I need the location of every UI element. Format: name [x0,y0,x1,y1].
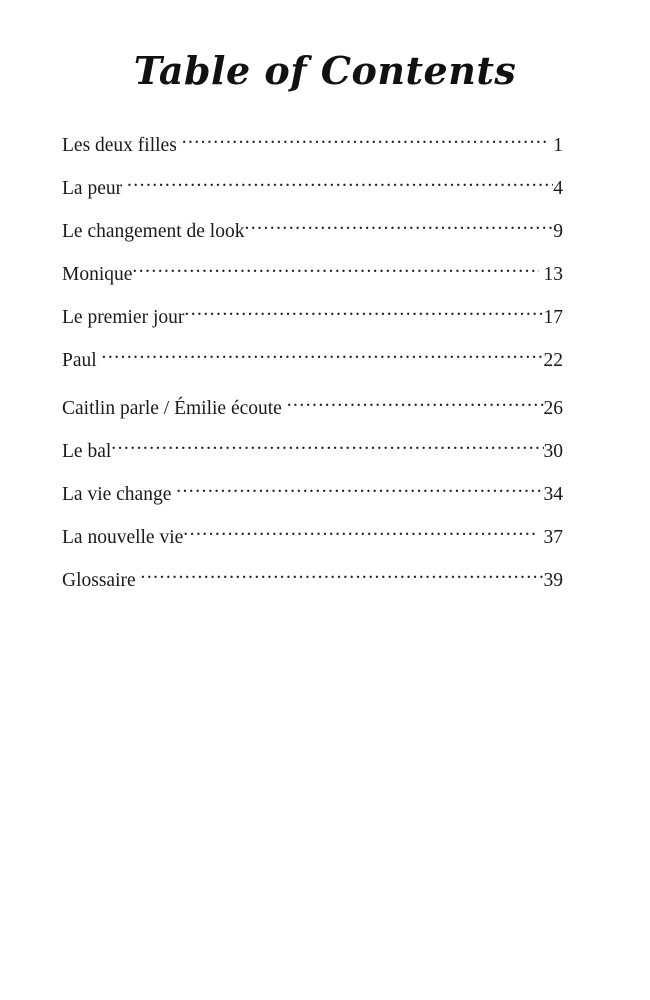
toc-entry-label: La nouvelle vie [62,526,184,548]
toc-entry[interactable] [62,174,563,217]
toc-dot-leader [176,480,543,500]
toc-entry-page-number: 26 [543,397,563,419]
toc-entry[interactable] [62,260,563,303]
toc-dot-leader [141,566,544,586]
toc-entry-page-number: 9 [553,220,563,242]
toc-entry-page-number: 13 [543,263,563,285]
toc-entry-label: Le bal [62,440,112,462]
toc-entry[interactable] [62,131,563,174]
page-title: Table of Contents [133,48,517,93]
toc-entry-label: Paul [62,349,97,371]
toc-dot-leader [111,437,543,457]
toc-entry[interactable] [62,346,563,389]
toc-entry-label: Caitlin parle / Émilie écoute [62,397,282,419]
toc-entry-label: La vie change [62,483,172,505]
toc-entry-page-number: 17 [543,306,563,328]
toc-entry[interactable] [62,303,563,346]
toc-entry[interactable] [62,480,563,523]
toc-dot-leader [102,346,544,366]
toc-entry-label: Le premier jour [62,306,185,328]
toc-entry-page-number: 37 [543,526,563,548]
toc-entry-page-number: 22 [543,349,563,371]
toc-entry-label: Le changement de look [62,220,245,242]
toc-dot-leader [127,174,553,194]
toc-entry-list [62,131,563,609]
toc-dot-leader [182,131,549,151]
toc-entry[interactable] [62,394,563,437]
toc-entry[interactable] [62,437,563,480]
toc-dot-leader [183,523,538,543]
toc-entry-page-number: 4 [553,177,563,199]
toc-dot-leader [132,260,538,280]
toc-entry[interactable] [62,566,563,609]
toc-dot-leader [287,394,544,414]
toc-dot-leader [244,217,553,237]
toc-entry-page-number: 39 [543,569,563,591]
toc-entry[interactable] [62,217,563,260]
toc-entry-page-number: 34 [543,483,563,505]
toc-entry-page-number: 30 [543,440,563,462]
toc-entry-label: Glossaire [62,569,136,591]
toc-entry-label: Monique [62,263,133,285]
toc-entry-page-number: 1 [553,134,563,156]
toc-dot-leader [184,303,543,323]
toc-entry[interactable] [62,523,563,566]
toc-entry-label: Les deux filles [62,134,177,156]
toc-entry-label: La peur [62,177,123,199]
